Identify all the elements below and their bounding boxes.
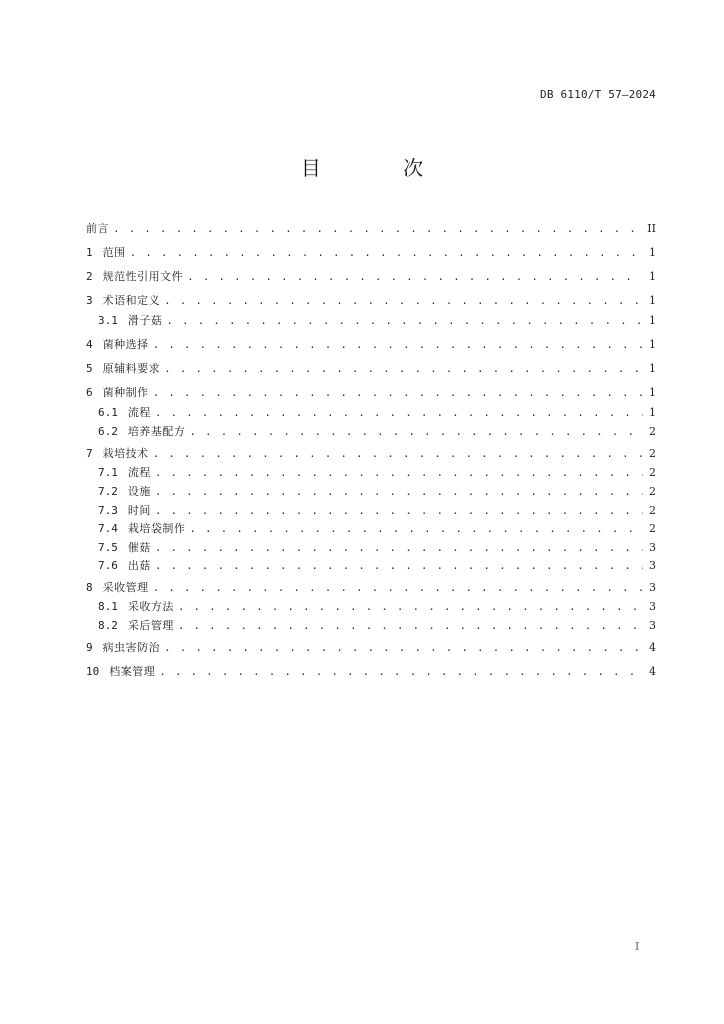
toc-entry[interactable] — [86, 557, 656, 573]
toc-entry-label: 时间 — [127, 504, 151, 517]
toc-dot-leader — [164, 294, 643, 308]
toc-entry-page: 1 — [649, 294, 656, 307]
toc-entry-label: 滑子菇 — [127, 314, 163, 327]
toc-entry[interactable] — [86, 244, 656, 260]
toc-dot-leader — [178, 600, 643, 614]
toc-entry[interactable] — [86, 617, 656, 633]
toc-dot-leader — [153, 338, 643, 352]
toc-entry-number: 8.1 — [98, 600, 118, 613]
toc-entry[interactable] — [86, 360, 656, 376]
toc-entry[interactable] — [86, 445, 656, 461]
toc-dot-leader — [155, 541, 643, 555]
toc-entry-label: 档案管理 — [109, 665, 156, 678]
toc-entry-page: 3 — [649, 541, 656, 554]
toc-entry-number: 9 — [86, 641, 93, 654]
toc-dot-leader — [187, 270, 643, 284]
toc-entry-number: 6.1 — [98, 406, 118, 419]
toc-entry-number: 3 — [86, 294, 93, 307]
toc-entry-page: 2 — [649, 425, 656, 438]
toc-entry-page: 1 — [649, 270, 656, 283]
toc-dot-leader — [155, 466, 643, 480]
toc-entry-number: 5 — [86, 362, 93, 375]
toc-dot-leader — [155, 485, 643, 499]
toc-dot-leader — [164, 362, 643, 376]
toc-entry-page: 1 — [649, 338, 656, 351]
toc-dot-leader — [178, 619, 643, 633]
toc-entry-label: 规范性引用文件 — [102, 270, 184, 283]
toc-dot-leader — [130, 246, 643, 260]
toc-entry[interactable] — [86, 502, 656, 518]
toc-entry-number: 1 — [86, 246, 93, 259]
toc-entry-page: 3 — [649, 581, 656, 594]
toc-dot-leader — [155, 504, 643, 518]
toc-entry-label: 术语和定义 — [102, 294, 161, 307]
toc-entry-label: 流程 — [127, 406, 151, 419]
toc-entry-page: 4 — [649, 665, 656, 678]
toc-dot-leader — [155, 559, 643, 573]
toc-entry-page: 4 — [649, 641, 656, 654]
toc-dot-leader — [189, 425, 643, 439]
toc-entry-page: 2 — [649, 522, 656, 535]
toc-entry-label: 采后管理 — [127, 619, 174, 632]
toc-entry[interactable] — [86, 639, 656, 655]
toc-entry[interactable] — [86, 579, 656, 595]
toc-entry-number: 2 — [86, 270, 93, 283]
toc-entry-number: 10 — [86, 665, 100, 678]
toc-entry-page: 2 — [649, 447, 656, 460]
toc-dot-leader — [164, 641, 643, 655]
toc-entry-label: 菌种制作 — [102, 386, 149, 399]
toc-entry-number: 7.5 — [98, 541, 118, 554]
toc-entry[interactable] — [86, 336, 656, 352]
toc-entry-number: 7.6 — [98, 559, 118, 572]
toc-entry-label: 栽培袋制作 — [127, 522, 186, 535]
toc-entry-label: 病虫害防治 — [102, 641, 161, 654]
toc-entry-number: 7.1 — [98, 466, 118, 479]
toc-dot-leader — [159, 665, 643, 679]
toc-entry[interactable] — [86, 663, 656, 679]
toc-dot-leader — [155, 406, 643, 420]
toc-dot-leader — [113, 222, 641, 236]
toc-entry-number: 8 — [86, 581, 93, 594]
toc-entry-page: 1 — [649, 314, 656, 327]
toc-entry-label: 流程 — [127, 466, 151, 479]
toc-entry-label: 设施 — [127, 485, 151, 498]
toc-entry[interactable] — [86, 483, 656, 499]
toc-entry[interactable] — [86, 423, 656, 439]
toc-entry-page: 2 — [649, 485, 656, 498]
toc-dot-leader — [153, 581, 643, 595]
toc-entry-number: 7.3 — [98, 504, 118, 517]
toc-entry[interactable] — [86, 312, 656, 328]
toc-dot-leader — [153, 447, 643, 461]
toc-entry-page: 3 — [649, 600, 656, 613]
toc-entry-label: 原辅料要求 — [102, 362, 161, 375]
toc-entry-label: 采收管理 — [102, 581, 149, 594]
toc-entry-label: 培养基配方 — [127, 425, 186, 438]
page-number: I — [635, 940, 640, 953]
toc-entry-label: 采收方法 — [127, 600, 174, 613]
toc-entry[interactable] — [86, 220, 656, 236]
toc-entry[interactable] — [86, 404, 656, 420]
toc-entry-page: 3 — [649, 619, 656, 632]
toc-entry-number: 7 — [86, 447, 93, 460]
toc-entry-page: 1 — [649, 386, 656, 399]
toc-entry[interactable] — [86, 292, 656, 308]
toc-entry-number: 6 — [86, 386, 93, 399]
toc-entry-page: 1 — [649, 246, 656, 259]
toc-entry-number: 8.2 — [98, 619, 118, 632]
toc-entry-label: 栽培技术 — [102, 447, 149, 460]
toc-dot-leader — [189, 522, 643, 536]
document-code: DB 6110/T 57—2024 — [540, 88, 656, 101]
toc-entry[interactable] — [86, 539, 656, 555]
toc-entry[interactable] — [86, 384, 656, 400]
toc-title: 目 次 — [300, 156, 462, 180]
toc-entry-label: 催菇 — [127, 541, 151, 554]
toc-entry-number: 7.2 — [98, 485, 118, 498]
toc-dot-leader — [166, 314, 643, 328]
toc-entry-label: 前言 — [86, 222, 109, 235]
toc-entry[interactable] — [86, 520, 656, 536]
toc-entry-label: 出菇 — [127, 559, 151, 572]
toc-entry-number: 3.1 — [98, 314, 118, 327]
toc-entry-number: 6.2 — [98, 425, 118, 438]
toc-entry-page: 2 — [649, 504, 656, 517]
toc-entry[interactable] — [86, 464, 656, 480]
toc-entry-page: II — [647, 222, 656, 235]
toc-entry-label: 菌种选择 — [102, 338, 149, 351]
toc-entry-label: 范围 — [102, 246, 126, 259]
toc-entry[interactable] — [86, 598, 656, 614]
toc-entry-number: 4 — [86, 338, 93, 351]
toc-entry-page: 1 — [649, 406, 656, 419]
toc-entry-page: 3 — [649, 559, 656, 572]
toc-entry-page: 2 — [649, 466, 656, 479]
toc-entry[interactable] — [86, 268, 656, 284]
toc-dot-leader — [153, 386, 643, 400]
toc-entry-number: 7.4 — [98, 522, 118, 535]
toc-entry-page: 1 — [649, 362, 656, 375]
